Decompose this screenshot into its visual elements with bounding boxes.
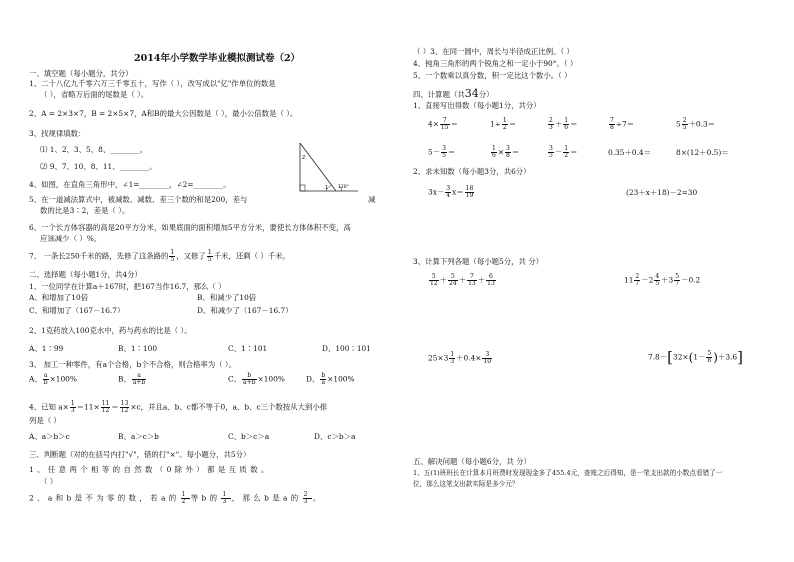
fraction	[70, 401, 76, 414]
calc-10: 8×(12＋0.5)＝	[676, 148, 729, 157]
q24-option-c: C、b＞c＞a	[228, 432, 270, 441]
option-letter: B、	[118, 374, 131, 384]
equation-text: 3x－	[428, 187, 445, 197]
numerator: 1	[502, 117, 507, 124]
mixed-calc-heading: 3、计算下列各题（每小题5分，共 分）	[413, 257, 544, 266]
numerator: 7	[467, 274, 477, 281]
q3-text: 3、找规律填数：	[29, 129, 86, 138]
q24-option-a: A、a＞b＞c	[29, 432, 70, 441]
fraction	[674, 274, 680, 287]
judge-q3: （ ）3、在同一圆中，周长与半径成正比例。（ ）	[413, 47, 574, 56]
direct-calc-heading: 1、直接写出得数（每小题1分，共分）	[413, 101, 541, 110]
calc-text: ＋0.4×	[456, 353, 482, 363]
denominator: 7	[675, 280, 680, 287]
denominator: 8	[610, 124, 614, 131]
q5-line-1-end: 减	[368, 195, 376, 204]
q24-text	[29, 401, 327, 414]
option-letter: D、	[306, 374, 320, 384]
q23-option-a	[29, 373, 77, 386]
numerator: 2	[549, 117, 553, 124]
judge-q4: 4、钝角三角形的两个锐角之和一定小于90°。（ ）	[413, 59, 578, 68]
denominator: 10	[483, 358, 492, 365]
calc-text: 1÷	[490, 119, 501, 129]
q21-text: 1、一位同学在计算a＋167时，把167当作16.7，那么（ ）	[29, 282, 226, 291]
calc-3	[547, 118, 577, 131]
angle-1-label: 1	[325, 185, 329, 191]
numerator: 3	[446, 185, 451, 192]
calc-text: ＋0.3＝	[688, 119, 716, 129]
plus: ＋	[439, 275, 448, 285]
minus: －	[554, 147, 563, 157]
fraction	[491, 146, 497, 159]
q2-text: 2、A = 2×3×7，B = 2×5×7，A和B的最大公因数是（ ），最小公倍数是（ ）。	[29, 109, 298, 118]
q23-option-b	[118, 373, 147, 386]
fraction	[502, 118, 508, 131]
denominator: 5	[170, 256, 175, 263]
q23-text: 3、 加工一种零件，有a个合格，b个不合格，则合格率为（ ）。	[29, 360, 236, 369]
numerator: 5	[707, 350, 712, 357]
q22-text: 2、1克药放入100克水中，药与药水的比是（ ）。	[29, 326, 192, 335]
mixed-calc-1	[428, 274, 497, 287]
numerator: 2	[303, 491, 311, 498]
denominator: 12	[101, 407, 110, 414]
denominator: 5	[207, 256, 212, 263]
calc-text: －2	[641, 275, 654, 285]
denominator: 13	[468, 280, 476, 287]
percent-suffix: ×100%	[327, 374, 355, 384]
q21-option-a: A、和增加了10倍	[29, 293, 89, 302]
denominator: 3	[450, 358, 455, 365]
fraction	[465, 186, 475, 199]
denominator: 4	[446, 192, 451, 199]
denominator: 3	[222, 498, 230, 505]
mixed-calc-4	[648, 350, 743, 365]
denominator: 19	[465, 192, 474, 199]
fraction	[181, 492, 190, 505]
calc-text: ÷7＝	[615, 119, 635, 129]
percent-suffix: ×100%	[49, 374, 77, 384]
equation-heading: 2、求未知数（每小题3分，共6分）	[413, 167, 531, 176]
calc-text: 4×	[428, 119, 439, 129]
equals: ＝	[450, 119, 458, 129]
q32-text	[29, 492, 324, 505]
angle-120-label: 120°	[338, 185, 349, 190]
numerator: a	[132, 373, 146, 380]
calc-2	[490, 118, 516, 131]
fraction	[563, 146, 569, 159]
q24-part-2: ＝11×	[76, 402, 100, 412]
numerator: 18	[465, 185, 474, 192]
numerator: 5	[429, 274, 439, 281]
calc-7	[490, 146, 519, 159]
fraction	[563, 118, 569, 131]
q7-part-2: ，又修了	[176, 251, 206, 261]
times: ×	[497, 147, 505, 157]
fraction	[654, 274, 660, 287]
q22-option-b: B、1∶100	[118, 344, 158, 353]
q23-option-d	[306, 373, 355, 386]
denominator: 8	[506, 152, 510, 159]
denominator: 13	[487, 280, 495, 287]
calc-4	[608, 118, 634, 131]
denominator: 8	[707, 357, 712, 364]
fraction	[706, 351, 712, 364]
q24-option-b: B、a＞c＞b	[118, 432, 159, 441]
numerator: b	[321, 372, 326, 379]
q3-sequence-1: ⑴ 1、2、3、5、8、________。	[40, 145, 148, 154]
paren-close: )	[713, 350, 718, 365]
fraction	[207, 250, 213, 263]
equals: ＝	[508, 119, 517, 129]
fraction	[482, 352, 492, 365]
option-letter: C、	[228, 374, 242, 384]
numerator: 5	[448, 274, 458, 281]
calc-text: 11	[624, 275, 634, 285]
section-4-suffix: 分）	[478, 90, 494, 99]
q24-line-2: 列是（ ）	[29, 416, 61, 425]
numerator: a	[43, 372, 48, 379]
q4-text: 4、如图，在直角三角形中，∠1=________，∠2=________。	[29, 180, 231, 189]
q21-option-d: D、和减少了（167－16.7）	[197, 306, 293, 315]
equation-1	[428, 186, 475, 199]
q7-part-1: 7、 一条长250千米的路，先修了这条路的	[29, 251, 169, 261]
numerator: 2	[635, 273, 640, 280]
q24-part-3: ＝	[111, 402, 119, 412]
fraction	[448, 274, 458, 287]
q5-line-2: 数的比是3∶2，差是（ ）。	[40, 206, 130, 215]
section-5-heading: 五、解决问题（每小题6分，共 分）	[413, 457, 531, 466]
equals: ＝	[511, 147, 520, 157]
mixed-calc-2	[624, 274, 700, 287]
calc-text: 7.8－	[648, 352, 668, 362]
fraction	[682, 118, 688, 131]
numerator: 3	[549, 145, 553, 152]
q22-option-d: D、100∶101	[322, 344, 371, 353]
q32-part-1: 2、a和b是不为零的数，若a的	[29, 493, 180, 503]
denominator: 2	[564, 152, 569, 159]
denominator: 3	[303, 498, 311, 505]
calc-6	[428, 146, 455, 159]
q23-option-c	[228, 373, 285, 386]
q1-line-1: 1、二十八亿九千零六万三千零五十，写作（ ），改写成以"亿"作单位的数是	[29, 79, 276, 88]
fraction	[429, 274, 439, 287]
fraction	[445, 186, 451, 199]
plus: ＋	[554, 119, 563, 129]
q7-text	[29, 250, 290, 263]
percent-suffix: ×100%	[257, 374, 285, 384]
calc-text: 32×	[673, 352, 689, 362]
equation-2: (23＋x＋18)－2=30	[626, 188, 698, 197]
section-4-points: 34	[464, 87, 479, 100]
calc-1	[428, 118, 458, 131]
section-3-heading: 三、判断题（对的在括号内打"√"，错的打"×"。每小题分，共5分）	[29, 450, 251, 459]
numerator: 4	[655, 273, 660, 280]
fraction	[303, 492, 312, 505]
fraction	[169, 250, 175, 263]
judge-q5: 5、一个数乘以真分数，积一定比这个数小。（ ）	[413, 71, 572, 80]
equals: ＝	[447, 147, 456, 157]
equals: ＝	[570, 119, 578, 129]
equals: ＝	[570, 147, 578, 157]
numerator: 7	[440, 118, 450, 125]
fraction	[221, 492, 230, 505]
numerator: 3	[442, 145, 446, 152]
calc-text: 5	[676, 119, 681, 129]
fraction	[548, 146, 554, 159]
denominator: 2	[502, 124, 507, 131]
q32-part-3: ，那么b是a的	[231, 493, 302, 503]
denominator: 12	[430, 280, 438, 287]
fraction	[242, 373, 256, 386]
denominator: 5	[682, 124, 687, 131]
q6-line-2: 应该减少（ ）%。	[40, 234, 102, 243]
numerator: 3	[506, 145, 510, 152]
calc-9: 0.35＋0.4＝	[608, 148, 651, 157]
denominator: 2	[181, 498, 189, 505]
fraction	[449, 352, 455, 365]
bracket-open: [	[667, 348, 674, 366]
calc-8	[547, 146, 577, 159]
denominator: 6	[492, 152, 496, 159]
q21-option-c: C、和增加了（167－16.7）	[29, 306, 125, 315]
denominator: 3	[70, 407, 75, 414]
numerator: b	[242, 373, 256, 380]
numerator: 3	[482, 352, 492, 359]
q6-line-1: 6、一个长方体容器的高是20平方分米，如果底面的面积增加5平方分米，要使长方体体积不变，高	[29, 223, 351, 232]
q31-text: 1、任意两个相等的自然数（0除外）都是互质数。	[29, 465, 272, 474]
numerator: 1	[564, 145, 569, 152]
plus: ＋	[477, 275, 486, 285]
calc-text: 5－	[428, 147, 441, 157]
numerator: 13	[120, 400, 129, 407]
right-triangle-figure	[296, 139, 362, 195]
fraction	[440, 118, 450, 131]
calc-text: ＋3	[661, 275, 674, 285]
calc-text: －0.2	[681, 275, 701, 285]
fraction	[548, 118, 554, 131]
denominator: a	[321, 379, 326, 386]
numerator: 1	[70, 400, 75, 407]
fraction	[132, 373, 146, 386]
denominator: 3	[549, 124, 553, 131]
fraction	[43, 373, 49, 386]
fraction	[609, 118, 615, 131]
denominator: a+b	[243, 379, 256, 386]
numerator: 2	[682, 117, 687, 124]
q24-part-1: 4、已知 a×	[29, 402, 69, 412]
q5-line-1: 5、在一道减法算式中，被减数、减数、差三个数的和是200，差与	[29, 195, 248, 204]
fraction	[320, 373, 326, 386]
denominator: 5	[655, 280, 660, 287]
q24-part-4: ×c，并且a、b、c都不等于0，a、b、c三个数按从大到小排	[130, 402, 328, 412]
numerator: 1	[207, 249, 212, 256]
denominator: 12	[120, 407, 129, 414]
q21-option-b: B、和减少了10倍	[197, 293, 257, 302]
fraction	[505, 146, 511, 159]
denominator: a+b	[132, 379, 146, 386]
fraction	[441, 146, 447, 159]
q31-answer-blank: （ ）	[40, 477, 58, 486]
angle-2-label: 2	[302, 155, 306, 161]
numerator: 11	[101, 400, 110, 407]
equation-text: x＝	[452, 187, 464, 197]
numerator: 1	[450, 351, 455, 358]
numerator: 1	[564, 117, 569, 124]
problem-1-line-2: 位，那么这笔支出款实际是多少元？	[413, 480, 519, 488]
page-title: 2014年小学数学毕业模拟测试卷（2）	[134, 53, 301, 64]
fraction	[634, 274, 640, 287]
q22-option-a: A、1∶99	[29, 344, 64, 353]
section-4-heading	[413, 88, 494, 99]
section-4-prefix: 四、计算题（共	[413, 90, 465, 99]
section-2-heading: 二、选择题（每小题1分，共4分）	[29, 270, 142, 279]
section-1-heading: 一、填空题（每小题分，共分）	[29, 69, 133, 78]
q24-option-d: D、c＞b＞a	[314, 432, 356, 441]
denominator: 7	[635, 280, 640, 287]
plus: ＋	[458, 275, 467, 285]
q7-part-3: 千米，还剩（ ）千米。	[213, 251, 290, 261]
calc-text: ＋3.6	[717, 352, 738, 362]
fraction	[486, 274, 496, 287]
denominator: 15	[440, 124, 449, 131]
q32-part-4: 。	[312, 493, 324, 503]
numerator: 7	[610, 117, 614, 124]
denominator: 5	[549, 152, 553, 159]
q22-option-c: C、1∶101	[228, 344, 268, 353]
calc-text: 1－	[693, 352, 706, 362]
denominator: 6	[564, 124, 569, 131]
paren-open: (	[688, 350, 694, 365]
fraction	[120, 401, 130, 414]
numerator: 1	[492, 145, 496, 152]
q32-part-2: 等b的	[190, 493, 221, 503]
numerator: 1	[170, 249, 175, 256]
calc-5	[676, 118, 715, 131]
mixed-calc-3	[428, 352, 493, 365]
fraction	[467, 274, 477, 287]
fraction	[101, 401, 111, 414]
calc-text: 25×3	[428, 353, 449, 363]
option-letter: A、	[29, 374, 42, 384]
denominator: 5	[442, 152, 446, 159]
denominator: 24	[449, 280, 457, 287]
numerator: 6	[486, 274, 496, 281]
problem-1-line-1: 1、五(1)班班长在计算本月班费时发现现金多了455.4元，查账之后得知，是一笔支出款的小数点看错了一	[413, 469, 723, 477]
denominator: b	[43, 379, 48, 386]
bracket-close: ]	[737, 348, 743, 366]
q3-sequence-2: ⑵ 9、7、10、8、11、________。	[40, 162, 157, 171]
q1-line-2: （ ），省略万后面的尾数是（ ）。	[40, 90, 149, 99]
numerator: 5	[675, 273, 680, 280]
numerator: 1	[181, 491, 189, 498]
numerator: 1	[222, 491, 230, 498]
